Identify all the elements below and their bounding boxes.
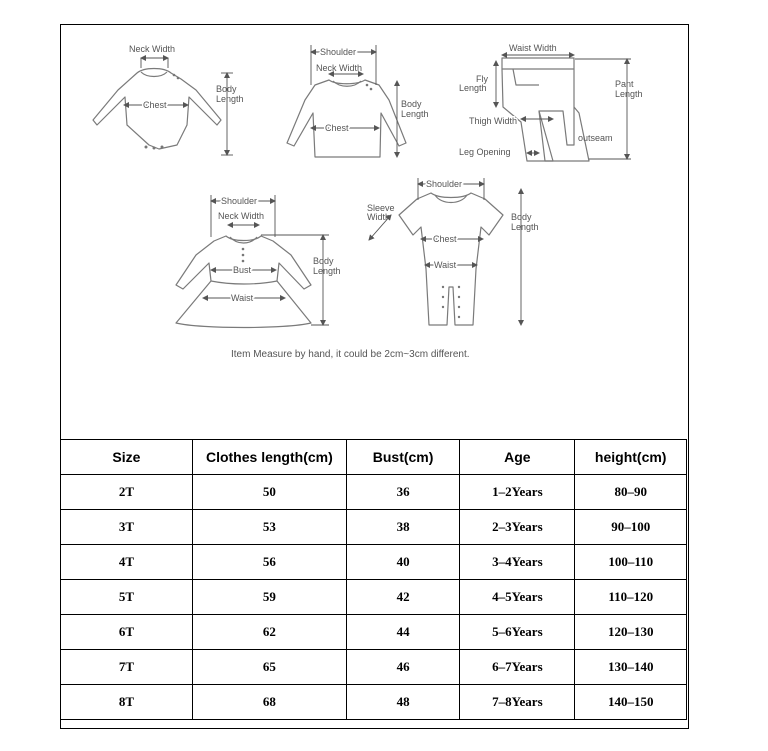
bodysuit-neck-width-label: Neck Width: [129, 44, 176, 54]
romper-length-label: Length: [511, 222, 539, 232]
pants-fly-label: Fly: [476, 74, 488, 84]
table-row: [61, 510, 687, 545]
bodysuit-length-label: Length: [216, 94, 244, 104]
pants-outseam-label: outseam: [578, 133, 613, 143]
pants-length-label: Length: [615, 89, 643, 99]
dress-illustration: [176, 236, 311, 328]
cell-clothes-length: 68: [192, 685, 346, 720]
top-shoulder-label: Shoulder: [320, 47, 357, 57]
cell-size: 4T: [61, 545, 193, 580]
romper-illustration: [399, 193, 503, 325]
cell-height: 80–90: [575, 475, 687, 510]
top-body-label: Body: [401, 99, 422, 109]
bodysuit-body-label: Body: [216, 84, 237, 94]
pants-waist-width-label: Waist Width: [509, 43, 557, 53]
size-table: [60, 439, 687, 720]
table-row: [61, 685, 687, 720]
top-neck-width-label: Neck Width: [316, 63, 363, 73]
top-chest-label: Chest: [325, 123, 349, 133]
cell-size: 5T: [61, 580, 193, 615]
header-clothes-length: Clothes length(cm): [192, 440, 346, 475]
measurement-diagram: [61, 25, 688, 439]
size-chart-frame: [60, 24, 689, 729]
pants-illustration: [502, 58, 589, 161]
romper-body-label: Body: [511, 212, 532, 222]
cell-age: 5–6Years: [460, 615, 575, 650]
table-header-row: [61, 440, 687, 475]
cell-bust: 42: [346, 580, 459, 615]
table-row: [61, 650, 687, 685]
dress-body-label: Body: [313, 256, 334, 266]
pants-leg-opening-label: Leg Opening: [459, 147, 511, 157]
cell-clothes-length: 59: [192, 580, 346, 615]
pants-fly-length-label: Length: [459, 83, 487, 93]
header-size: Size: [61, 440, 193, 475]
cell-age: 7–8Years: [460, 685, 575, 720]
cell-clothes-length: 62: [192, 615, 346, 650]
romper-sleeve-label: Sleeve: [367, 203, 395, 213]
dress-length-label: Length: [313, 266, 341, 276]
cell-bust: 44: [346, 615, 459, 650]
cell-height: 90–100: [575, 510, 687, 545]
cell-bust: 40: [346, 545, 459, 580]
table-row: [61, 545, 687, 580]
cell-height: 140–150: [575, 685, 687, 720]
cell-bust: 38: [346, 510, 459, 545]
cell-size: 2T: [61, 475, 193, 510]
cell-age: 1–2Years: [460, 475, 575, 510]
romper-waist-label: Waist: [434, 260, 457, 270]
pants-thigh-width-label: Thigh Width: [469, 116, 518, 126]
dress-bust-label: Bust: [233, 265, 252, 275]
cell-clothes-length: 50: [192, 475, 346, 510]
romper-chest-label: Chest: [433, 234, 457, 244]
dress-neck-width-label: Neck Width: [218, 211, 265, 221]
romper-sleeve-width-label: Width: [367, 212, 391, 222]
bodysuit-chest-label: Chest: [143, 100, 167, 110]
cell-age: 4–5Years: [460, 580, 575, 615]
cell-height: 120–130: [575, 615, 687, 650]
measurement-illustrations: [61, 25, 688, 439]
cell-age: 6–7Years: [460, 650, 575, 685]
table-row: [61, 580, 687, 615]
cell-size: 6T: [61, 615, 193, 650]
romper-shoulder-label: Shoulder: [426, 179, 463, 189]
cell-height: 100–110: [575, 545, 687, 580]
cell-height: 130–140: [575, 650, 687, 685]
cell-size: 7T: [61, 650, 193, 685]
cell-age: 3–4Years: [460, 545, 575, 580]
top-length-label: Length: [401, 109, 429, 119]
cell-clothes-length: 56: [192, 545, 346, 580]
dress-waist-label: Waist: [231, 293, 254, 303]
header-height: height(cm): [575, 440, 687, 475]
table-row: [61, 615, 687, 650]
dress-shoulder-label: Shoulder: [221, 196, 258, 206]
cell-size: 8T: [61, 685, 193, 720]
cell-bust: 36: [346, 475, 459, 510]
top-illustration: [287, 80, 406, 157]
cell-height: 110–120: [575, 580, 687, 615]
cell-clothes-length: 53: [192, 510, 346, 545]
pants-pant-label: Pant: [615, 79, 634, 89]
cell-age: 2–3Years: [460, 510, 575, 545]
cell-bust: 48: [346, 685, 459, 720]
header-bust: Bust(cm): [346, 440, 459, 475]
table-row: [61, 475, 687, 510]
header-age: Age: [460, 440, 575, 475]
cell-bust: 46: [346, 650, 459, 685]
cell-size: 3T: [61, 510, 193, 545]
cell-clothes-length: 65: [192, 650, 346, 685]
measurement-note: Item Measure by hand, it could be 2cm~3cm different.: [231, 349, 470, 360]
